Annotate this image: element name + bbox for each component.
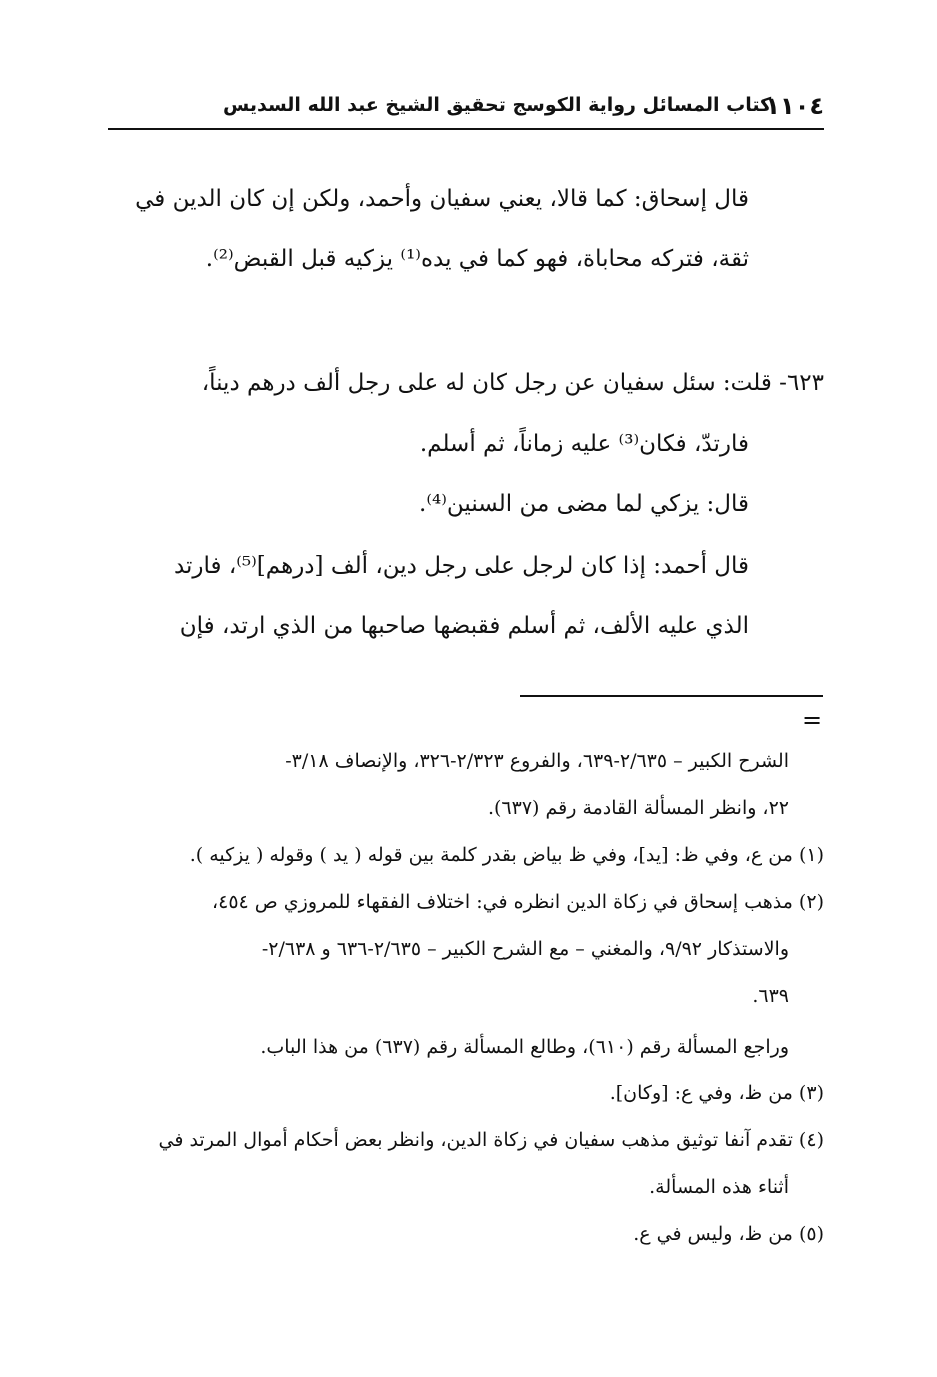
book-title: كتاب المسائل رواية الكوسج تحقيق الشيخ عبد الله السديس [223, 94, 772, 116]
footnote-5: (٥) من ظ، وليس في ع. [633, 1223, 824, 1245]
footnote-4: (٤) تقدم آنفا توثيق مذهب سفيان في زكاة الدين، وانظر بعض أحكام أموال المرتد في [158, 1129, 824, 1151]
body-line: قال: يزكي لما مضى من السنين⁽⁴⁾. [419, 491, 749, 517]
body-line: قال إسحاق: كما قالا، يعني سفيان وأحمد، ولكن إن كان الدين في [135, 186, 749, 212]
footnote-3: (٣) من ظ، وفي ع: [وكان]. [609, 1082, 824, 1104]
body-line: ٦٢٣- قلت: سئل سفيان عن رجل كان له على رجل ألف درهم ديناً، [201, 370, 824, 396]
footnote-line: والاستذكار ٩/٩٢، والمغني – مع الشرح الكبير – ٢/٦٣٥-٦٣٦ و ٢/٦٣٨- [261, 938, 789, 960]
body-line: قال أحمد: إذا كان لرجل على رجل دين، ألف [درهم]⁽⁵⁾، فارتد [173, 553, 749, 579]
continuation-mark: = [802, 706, 823, 734]
body-line: ثقة، فتركه محاباة، فهو كما في يده⁽¹⁾ يزكيه قبل القبض⁽²⁾. [205, 246, 749, 272]
footnote-line: الشرح الكبير – ٢/٦٣٥-٦٣٩، والفروع ٢/٣٢٣-٣٢٦، والإنصاف ٣/١٨- [285, 750, 789, 772]
footnote-line: ٦٣٩. [752, 985, 789, 1007]
footnote-separator [520, 695, 823, 697]
footnote-line: أثناء هذه المسألة. [649, 1176, 789, 1198]
footnote-2: (٢) مذهب إسحاق في زكاة الدين انظره في: اختلاف الفقهاء للمروزي ص ٤٥٤، [211, 891, 824, 913]
running-header [108, 92, 824, 130]
footnote-line: ٢٢، وانظر المسألة القادمة رقم (٦٣٧). [487, 797, 789, 819]
body-line: الذي عليه الألف، ثم أسلم فقبضها صاحبها من الذي ارتد، فإن [179, 613, 749, 639]
footnote-line: وراجع المسألة رقم (٦١٠)، وطالع المسألة رقم (٦٣٧) من هذا الباب. [260, 1036, 789, 1058]
body-line: فارتدّ، فكان⁽³⁾ عليه زماناً، ثم أسلم. [419, 431, 749, 457]
page-number: ١١٠٤ [765, 92, 824, 120]
footnote-1: (١) من ع، وفي ظ: [يد]، وفي ظ بياض بقدر كلمة بين قوله ( يد ) وقوله ( يزكيه ). [189, 844, 824, 866]
